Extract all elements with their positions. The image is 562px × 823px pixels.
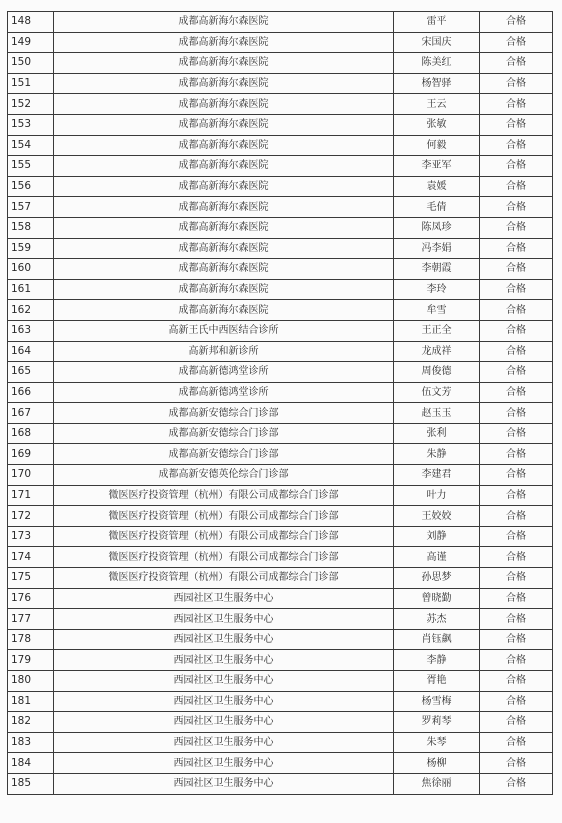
result-cell: 合格 [480, 650, 553, 671]
row-number: 174 [8, 547, 54, 568]
organization-cell: 成都高新海尔森医院 [54, 279, 394, 300]
table-row [8, 197, 553, 218]
organization-cell: 西园社区卫生服务中心 [54, 773, 394, 794]
table-row [8, 526, 553, 547]
row-number: 154 [8, 135, 54, 156]
result-cell: 合格 [480, 53, 553, 74]
result-cell: 合格 [480, 691, 553, 712]
organization-cell: 成都高新德鸿堂诊所 [54, 362, 394, 383]
row-number: 158 [8, 217, 54, 238]
person-name-cell: 罗莉琴 [394, 712, 480, 733]
row-number: 182 [8, 712, 54, 733]
organization-cell: 成都高新海尔森医院 [54, 176, 394, 197]
row-number: 160 [8, 259, 54, 280]
result-cell: 合格 [480, 403, 553, 424]
organization-cell: 西园社区卫生服务中心 [54, 650, 394, 671]
result-cell: 合格 [480, 526, 553, 547]
result-cell: 合格 [480, 671, 553, 692]
organization-cell: 西园社区卫生服务中心 [54, 732, 394, 753]
person-name-cell: 李朝霞 [394, 259, 480, 280]
row-number: 171 [8, 485, 54, 506]
person-name-cell: 冯李娟 [394, 238, 480, 259]
result-cell: 合格 [480, 506, 553, 527]
result-cell: 合格 [480, 300, 553, 321]
result-cell: 合格 [480, 32, 553, 53]
table-row [8, 465, 553, 486]
organization-cell: 成都高新海尔森医院 [54, 32, 394, 53]
row-number: 161 [8, 279, 54, 300]
row-number: 180 [8, 671, 54, 692]
organization-cell: 成都高新海尔森医院 [54, 114, 394, 135]
row-number: 177 [8, 609, 54, 630]
table-row [8, 259, 553, 280]
table-row [8, 506, 553, 527]
table-row [8, 94, 553, 115]
person-name-cell: 张敏 [394, 114, 480, 135]
table-row [8, 362, 553, 383]
result-cell: 合格 [480, 362, 553, 383]
table-row [8, 279, 553, 300]
result-cell: 合格 [480, 568, 553, 589]
result-cell: 合格 [480, 547, 553, 568]
person-name-cell: 李玲 [394, 279, 480, 300]
row-number: 179 [8, 650, 54, 671]
result-cell: 合格 [480, 135, 553, 156]
table-row [8, 341, 553, 362]
table-row [8, 32, 553, 53]
person-name-cell: 叶力 [394, 485, 480, 506]
row-number: 183 [8, 732, 54, 753]
person-name-cell: 王正全 [394, 320, 480, 341]
table-row [8, 403, 553, 424]
organization-cell: 成都高新安德英伦综合门诊部 [54, 465, 394, 486]
row-number: 162 [8, 300, 54, 321]
person-name-cell: 李建君 [394, 465, 480, 486]
person-name-cell: 张利 [394, 423, 480, 444]
table-row [8, 629, 553, 650]
organization-cell: 成都高新海尔森医院 [54, 259, 394, 280]
organization-cell: 成都高新海尔森医院 [54, 73, 394, 94]
person-name-cell: 胥艳 [394, 671, 480, 692]
personnel-results-table [7, 11, 553, 795]
row-number: 178 [8, 629, 54, 650]
row-number: 153 [8, 114, 54, 135]
person-name-cell: 李静 [394, 650, 480, 671]
result-cell: 合格 [480, 712, 553, 733]
organization-cell: 西园社区卫生服务中心 [54, 629, 394, 650]
table-row [8, 712, 553, 733]
table-row [8, 300, 553, 321]
row-number: 166 [8, 382, 54, 403]
row-number: 156 [8, 176, 54, 197]
person-name-cell: 李亚军 [394, 156, 480, 177]
person-name-cell: 袁媛 [394, 176, 480, 197]
person-name-cell: 伍文芳 [394, 382, 480, 403]
row-number: 169 [8, 444, 54, 465]
table-row [8, 671, 553, 692]
row-number: 185 [8, 773, 54, 794]
row-number: 151 [8, 73, 54, 94]
result-cell: 合格 [480, 423, 553, 444]
table-row [8, 382, 553, 403]
table-row [8, 156, 553, 177]
result-cell: 合格 [480, 444, 553, 465]
table-row [8, 73, 553, 94]
result-cell: 合格 [480, 320, 553, 341]
person-name-cell: 曾晓勤 [394, 588, 480, 609]
result-cell: 合格 [480, 753, 553, 774]
result-cell: 合格 [480, 197, 553, 218]
row-number: 175 [8, 568, 54, 589]
row-number: 163 [8, 320, 54, 341]
result-cell: 合格 [480, 156, 553, 177]
result-cell: 合格 [480, 114, 553, 135]
person-name-cell: 陈美红 [394, 53, 480, 74]
table-row [8, 753, 553, 774]
table-row [8, 732, 553, 753]
organization-cell: 西园社区卫生服务中心 [54, 712, 394, 733]
person-name-cell: 周俊德 [394, 362, 480, 383]
organization-cell: 成都高新海尔森医院 [54, 94, 394, 115]
row-number: 172 [8, 506, 54, 527]
row-number: 159 [8, 238, 54, 259]
organization-cell: 成都高新海尔森医院 [54, 238, 394, 259]
organization-cell: 西园社区卫生服务中心 [54, 609, 394, 630]
organization-cell: 成都高新海尔森医院 [54, 197, 394, 218]
organization-cell: 成都高新海尔森医院 [54, 156, 394, 177]
row-number: 181 [8, 691, 54, 712]
result-cell: 合格 [480, 609, 553, 630]
result-cell: 合格 [480, 217, 553, 238]
person-name-cell: 焦徐丽 [394, 773, 480, 794]
table-row [8, 217, 553, 238]
person-name-cell: 毛倩 [394, 197, 480, 218]
table-row [8, 176, 553, 197]
row-number: 168 [8, 423, 54, 444]
organization-cell: 微医医疗投资管理（杭州）有限公司成都综合门诊部 [54, 506, 394, 527]
result-cell: 合格 [480, 465, 553, 486]
person-name-cell: 肖钰飙 [394, 629, 480, 650]
row-number: 176 [8, 588, 54, 609]
row-number: 167 [8, 403, 54, 424]
organization-cell: 西园社区卫生服务中心 [54, 588, 394, 609]
organization-cell: 微医医疗投资管理（杭州）有限公司成都综合门诊部 [54, 485, 394, 506]
result-cell: 合格 [480, 176, 553, 197]
person-name-cell: 杨智驿 [394, 73, 480, 94]
row-number: 150 [8, 53, 54, 74]
table-row [8, 691, 553, 712]
table-row [8, 12, 553, 33]
row-number: 165 [8, 362, 54, 383]
result-cell: 合格 [480, 732, 553, 753]
organization-cell: 高新邦和新诊所 [54, 341, 394, 362]
person-name-cell: 雷平 [394, 12, 480, 33]
result-cell: 合格 [480, 94, 553, 115]
organization-cell: 成都高新海尔森医院 [54, 135, 394, 156]
table-row [8, 773, 553, 794]
table-row [8, 444, 553, 465]
result-cell: 合格 [480, 279, 553, 300]
table-row [8, 485, 553, 506]
result-cell: 合格 [480, 629, 553, 650]
person-name-cell: 朱琴 [394, 732, 480, 753]
result-cell: 合格 [480, 341, 553, 362]
table-row [8, 238, 553, 259]
organization-cell: 成都高新海尔森医院 [54, 217, 394, 238]
row-number: 157 [8, 197, 54, 218]
row-number: 149 [8, 32, 54, 53]
row-number: 170 [8, 465, 54, 486]
table-row [8, 135, 553, 156]
table-row [8, 568, 553, 589]
organization-cell: 成都高新安德综合门诊部 [54, 403, 394, 424]
organization-cell: 成都高新安德综合门诊部 [54, 423, 394, 444]
result-cell: 合格 [480, 259, 553, 280]
result-cell: 合格 [480, 238, 553, 259]
person-name-cell: 孙思梦 [394, 568, 480, 589]
person-name-cell: 陈凤珍 [394, 217, 480, 238]
result-cell: 合格 [480, 588, 553, 609]
person-name-cell: 刘静 [394, 526, 480, 547]
organization-cell: 成都高新安德综合门诊部 [54, 444, 394, 465]
organization-cell: 西园社区卫生服务中心 [54, 691, 394, 712]
result-cell: 合格 [480, 73, 553, 94]
row-number: 184 [8, 753, 54, 774]
result-cell: 合格 [480, 773, 553, 794]
person-name-cell: 王姣姣 [394, 506, 480, 527]
row-number: 164 [8, 341, 54, 362]
person-name-cell: 宋国庆 [394, 32, 480, 53]
organization-cell: 高新王氏中西医结合诊所 [54, 320, 394, 341]
row-number: 173 [8, 526, 54, 547]
organization-cell: 成都高新海尔森医院 [54, 300, 394, 321]
person-name-cell: 朱静 [394, 444, 480, 465]
person-name-cell: 王云 [394, 94, 480, 115]
table-row [8, 114, 553, 135]
table-row [8, 53, 553, 74]
row-number: 155 [8, 156, 54, 177]
table-body [8, 12, 553, 795]
person-name-cell: 杨雪梅 [394, 691, 480, 712]
row-number: 148 [8, 12, 54, 33]
table-row [8, 650, 553, 671]
result-cell: 合格 [480, 12, 553, 33]
table-row [8, 588, 553, 609]
organization-cell: 成都高新海尔森医院 [54, 53, 394, 74]
table-row [8, 423, 553, 444]
organization-cell: 西园社区卫生服务中心 [54, 753, 394, 774]
table-row [8, 320, 553, 341]
organization-cell: 微医医疗投资管理（杭州）有限公司成都综合门诊部 [54, 568, 394, 589]
table-row [8, 547, 553, 568]
organization-cell: 微医医疗投资管理（杭州）有限公司成都综合门诊部 [54, 526, 394, 547]
result-cell: 合格 [480, 382, 553, 403]
organization-cell: 成都高新海尔森医院 [54, 12, 394, 33]
organization-cell: 微医医疗投资管理（杭州）有限公司成都综合门诊部 [54, 547, 394, 568]
organization-cell: 成都高新德鸿堂诊所 [54, 382, 394, 403]
person-name-cell: 杨柳 [394, 753, 480, 774]
organization-cell: 西园社区卫生服务中心 [54, 671, 394, 692]
person-name-cell: 何毅 [394, 135, 480, 156]
person-name-cell: 牟雪 [394, 300, 480, 321]
table-row [8, 609, 553, 630]
person-name-cell: 高谨 [394, 547, 480, 568]
row-number: 152 [8, 94, 54, 115]
result-cell: 合格 [480, 485, 553, 506]
person-name-cell: 赵玉玉 [394, 403, 480, 424]
person-name-cell: 苏杰 [394, 609, 480, 630]
person-name-cell: 龙成祥 [394, 341, 480, 362]
